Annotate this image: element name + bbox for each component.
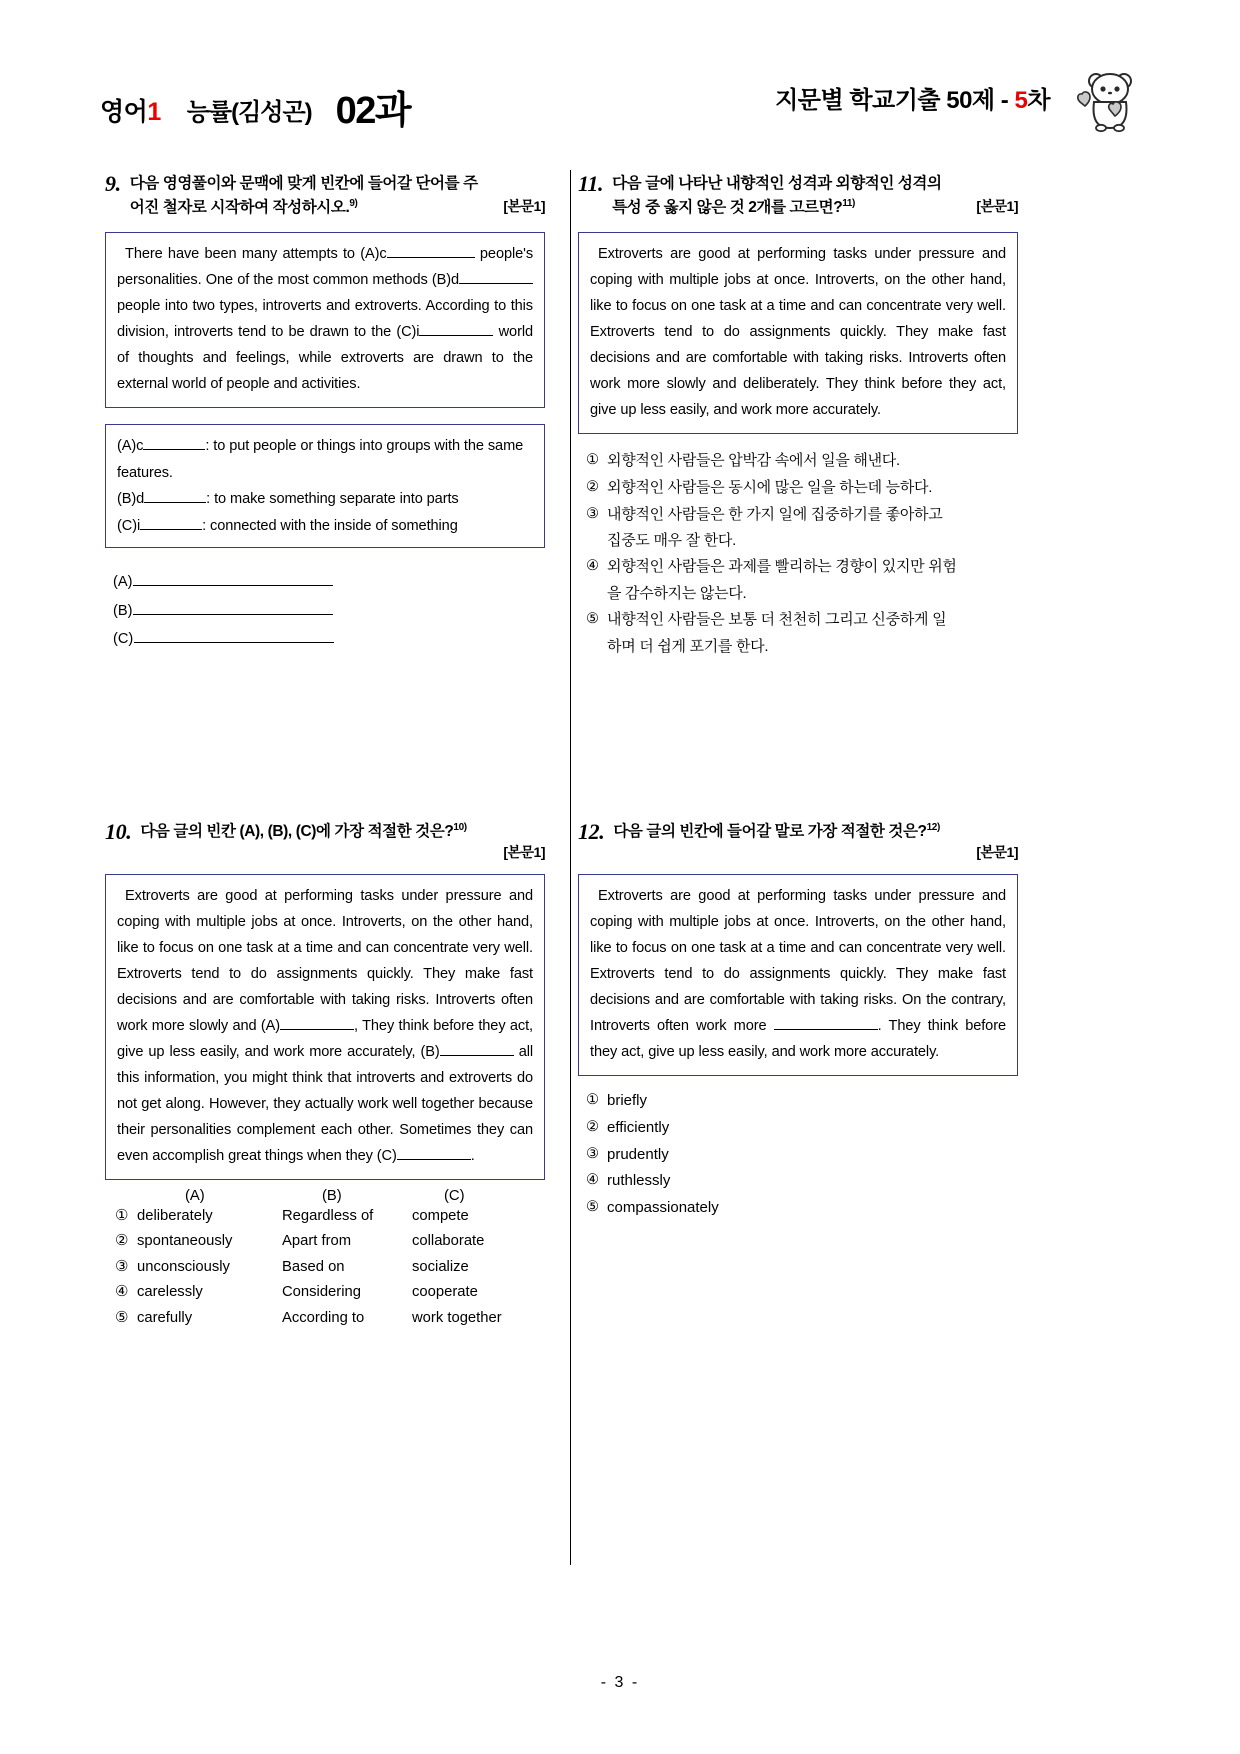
question-10 — [105, 820, 545, 1331]
choice-row-3[interactable] — [105, 1255, 545, 1280]
definition-c-blank — [140, 529, 202, 530]
choice-2-marker: ② — [115, 1233, 129, 1250]
answer-label-b: (B) — [113, 602, 133, 619]
choice-3-marker: ③ — [115, 1258, 129, 1275]
question-9-answer-lines — [105, 568, 545, 653]
choice-1[interactable] — [586, 448, 1018, 474]
blank-main — [774, 1029, 878, 1030]
choice-1-marker: ① — [115, 1207, 129, 1224]
header-subject: 영어1 — [100, 98, 161, 126]
choice-5-marker: ⑤ — [115, 1309, 129, 1326]
choice-3[interactable] — [586, 502, 1018, 528]
choice-row-1[interactable] — [105, 1204, 545, 1229]
question-11-prompt: 다음 글에 나타난 내향적인 성격과 외향적인 성격의 특성 중 옳지 않은 것 2개를 고르면?$^{11)}$ [본문1] — [612, 175, 1018, 217]
choice-1-marker: ① — [586, 1091, 599, 1108]
choice-3-label: prudently — [607, 1145, 669, 1163]
choice-1-label: briefly — [607, 1091, 648, 1109]
question-10-header — [105, 820, 545, 844]
blank-c — [419, 335, 493, 336]
question-9-header — [105, 172, 545, 220]
header-subject-number: 1 — [147, 98, 161, 126]
choice-2-value-b: Apart from — [282, 1233, 352, 1250]
question-11 — [578, 172, 1018, 659]
question-10-choice-headers — [105, 1188, 545, 1204]
choice-5-continuation: 하며 더 쉽게 포기를 한다. — [607, 637, 769, 655]
definition-b-blank — [144, 502, 206, 503]
choice-1[interactable] — [586, 1088, 1018, 1114]
choice-5[interactable] — [586, 1195, 1018, 1221]
panda-mascot-icon — [1074, 62, 1150, 134]
question-9-tag: [본문1] — [503, 198, 545, 215]
question-9 — [105, 172, 545, 654]
definition-a-blank — [143, 449, 205, 450]
question-11-header — [578, 172, 1018, 220]
question-9-number: 9. — [105, 171, 121, 196]
choice-3-value-a: unconsciously — [137, 1258, 230, 1275]
header-lesson: 02과 — [335, 90, 411, 132]
choice-5-value-c: work together — [412, 1309, 502, 1326]
choice-4[interactable] — [586, 554, 1018, 580]
column-header-c: (C) — [444, 1187, 465, 1204]
answer-rule-c[interactable] — [134, 628, 334, 643]
question-12-prompt: 다음 글의 빈칸에 들어갈 말로 가장 적절한 것은?$^{12)}$ — [613, 822, 940, 841]
question-12-number: 12. — [578, 819, 605, 844]
blank-a — [387, 257, 475, 258]
column-left-bottom — [105, 820, 545, 1331]
question-11-tag: [본문1] — [976, 198, 1018, 215]
column-header-a: (A) — [185, 1187, 205, 1204]
answer-label-c: (C) — [113, 631, 134, 648]
choice-1-label: 외향적인 사람들은 압박감 속에서 일을 해낸다. — [607, 451, 900, 469]
question-10-passage: Extroverts are good at performing tasks under pressure and coping with multiple jobs at once. Introverts, on the other hand, like to focus on one task at a time and can concentrate very well. Extroverts tend to do assignments quickly. They make fast decisions and are comfortable with taking risks. Introverts often work more slowly and (A) , They think before they act, give up less easily, and work more accurately, (B) all this information, you might think that introverts and extroverts do not get along. However, they actually work well together because their personalities complement each other. Sometimes they can even accomplish great things when they (C) . — [105, 874, 545, 1180]
column-header-b: (B) — [322, 1187, 342, 1204]
column-right-bottom — [578, 820, 1018, 1222]
definition-a: (A)c : to put people or things into groups with the same features. — [117, 438, 524, 481]
choice-5-value-b: According to — [282, 1309, 365, 1326]
answer-rule-a[interactable] — [133, 571, 333, 586]
column-left-top — [105, 172, 545, 654]
choice-4-marker: ④ — [115, 1284, 129, 1301]
answer-rule-b[interactable] — [133, 600, 333, 615]
choice-2-label: efficiently — [607, 1118, 670, 1136]
question-12-passage: Extroverts are good at performing tasks under pressure and coping with multiple jobs at once. Introverts, on the other hand, like to focus on one task at a time and can concentrate very well. Extroverts tend to do assignments quickly. They make fast decisions and are comfortable with taking risks. On the contrary, Introverts often work more . They think before they act, give up less easily, and work more accurately. — [578, 874, 1018, 1076]
question-12-choices — [578, 1088, 1018, 1221]
header-publisher: 능률(김성곤) — [186, 99, 312, 126]
choice-2-marker: ② — [586, 478, 599, 495]
page-header — [100, 62, 1150, 134]
choice-row-2[interactable] — [105, 1229, 545, 1254]
choice-3-label: 내향적인 사람들은 한 가지 일에 집중하기를 좋아하고 — [607, 505, 943, 523]
blank-a — [280, 1029, 354, 1030]
question-12-footnote: 12) — [926, 822, 940, 833]
blank-b — [459, 283, 533, 284]
choice-2-label: 외향적인 사람들은 동시에 많은 일을 하는데 능하다. — [607, 478, 933, 496]
choice-1-value-a: deliberately — [137, 1207, 213, 1224]
answer-label-a: (A) — [113, 574, 133, 591]
blank-c — [397, 1159, 471, 1160]
choice-2-value-c: collaborate — [412, 1233, 485, 1250]
question-11-footnote: 11) — [842, 198, 855, 210]
choice-1-value-b: Regardless of — [282, 1207, 374, 1224]
choice-4-label: ruthlessly — [607, 1172, 671, 1190]
question-12-tag: [본문1] — [976, 844, 1018, 861]
question-11-passage: Extroverts are good at performing tasks under pressure and coping with multiple jobs at once. Introverts, on the other hand, like to focus on one task at a time and can concentrate very well. Extroverts tend to do assignments quickly. They make fast decisions and are comfortable with taking risks. Introverts often work more slowly and deliberately. They think before they act, give up less easily, and work more accurately. — [578, 232, 1018, 434]
choice-3-value-b: Based on — [282, 1258, 345, 1275]
header-right-title: 지문별 학교기출 50제 - 5차 — [775, 87, 1050, 114]
answer-line-c[interactable] — [113, 625, 545, 653]
definition-b: (B)d : to make something separate into parts — [117, 491, 459, 508]
choice-row-5[interactable] — [105, 1306, 545, 1331]
choice-1-value-c: compete — [412, 1207, 469, 1224]
column-divider — [570, 170, 571, 1565]
choice-4-continuation: 을 감수하지는 않는다. — [607, 584, 747, 602]
page-footer: - 3 - — [600, 1674, 640, 1691]
choice-4-value-a: carelessly — [137, 1284, 203, 1301]
question-10-footnote: 10) — [453, 822, 467, 833]
choice-4-value-c: cooperate — [412, 1284, 478, 1301]
choice-4[interactable] — [586, 1168, 1018, 1194]
choice-1-marker: ① — [586, 451, 599, 468]
question-10-prompt: 다음 글의 빈칸 (A), (B), (C)에 가장 적절한 것은?$^{10)}$ — [140, 822, 467, 841]
choice-4-value-b: Considering — [282, 1284, 361, 1301]
spacer — [115, 1188, 137, 1204]
choice-5-value-a: carefully — [137, 1309, 193, 1326]
header-left-group — [100, 76, 410, 131]
choice-5-marker: ⑤ — [586, 1199, 599, 1216]
definition-c: (C)i : connected with the inside of something — [117, 517, 458, 534]
header-round-number: 5 — [1014, 87, 1028, 114]
choice-5-label: 내향적인 사람들은 보통 더 천천히 그리고 신중하게 일 — [607, 610, 947, 628]
choice-2[interactable] — [586, 475, 1018, 501]
choice-2-value-a: spontaneously — [137, 1233, 233, 1250]
choice-3-marker: ③ — [586, 505, 599, 522]
choice-5-marker: ⑤ — [586, 610, 599, 627]
choice-row-4[interactable] — [105, 1280, 545, 1305]
question-10-tag: [본문1] — [503, 844, 545, 861]
question-9-definition-box — [105, 424, 545, 548]
choice-3[interactable] — [586, 1142, 1018, 1168]
choice-3-continuation: 집중도 매우 잘 한다. — [607, 532, 736, 550]
question-11-choices — [578, 448, 1018, 659]
choice-3-marker: ③ — [586, 1145, 599, 1162]
question-9-prompt: 다음 영영풀이와 문맥에 맞게 빈칸에 들어갈 단어를 주 어진 철자로 시작하여 작성하시오.$^{9)}$ [본문1] — [129, 175, 545, 217]
question-11-number: 11. — [578, 171, 604, 196]
question-12-header — [578, 820, 1018, 844]
choice-4-label: 외향적인 사람들은 과제를 빨리하는 경향이 있지만 위험 — [607, 558, 957, 576]
question-9-footnote: 9) — [349, 198, 358, 210]
answer-line-a[interactable] — [113, 568, 545, 596]
answer-line-b[interactable] — [113, 597, 545, 625]
question-10-number: 10. — [105, 819, 132, 844]
choice-2[interactable] — [586, 1115, 1018, 1141]
question-9-passage: There have been many attempts to (A)c people's personalities. One of the most common methods (B)d people into two types, introverts and extroverts. According to this division, introverts tend to be drawn to the (C)i world of thoughts and feelings, while extroverts are drawn to the external world of people and activities. — [105, 232, 545, 408]
choice-5-label: compassionately — [607, 1199, 719, 1217]
choice-3-value-c: socialize — [412, 1258, 469, 1275]
question-12 — [578, 820, 1018, 1221]
choice-5[interactable] — [586, 607, 1018, 633]
blank-b — [440, 1055, 514, 1056]
choice-4-marker: ④ — [586, 1172, 599, 1189]
choice-2-marker: ② — [586, 1118, 599, 1135]
choice-4-marker: ④ — [586, 558, 599, 575]
column-right-top — [578, 172, 1018, 659]
